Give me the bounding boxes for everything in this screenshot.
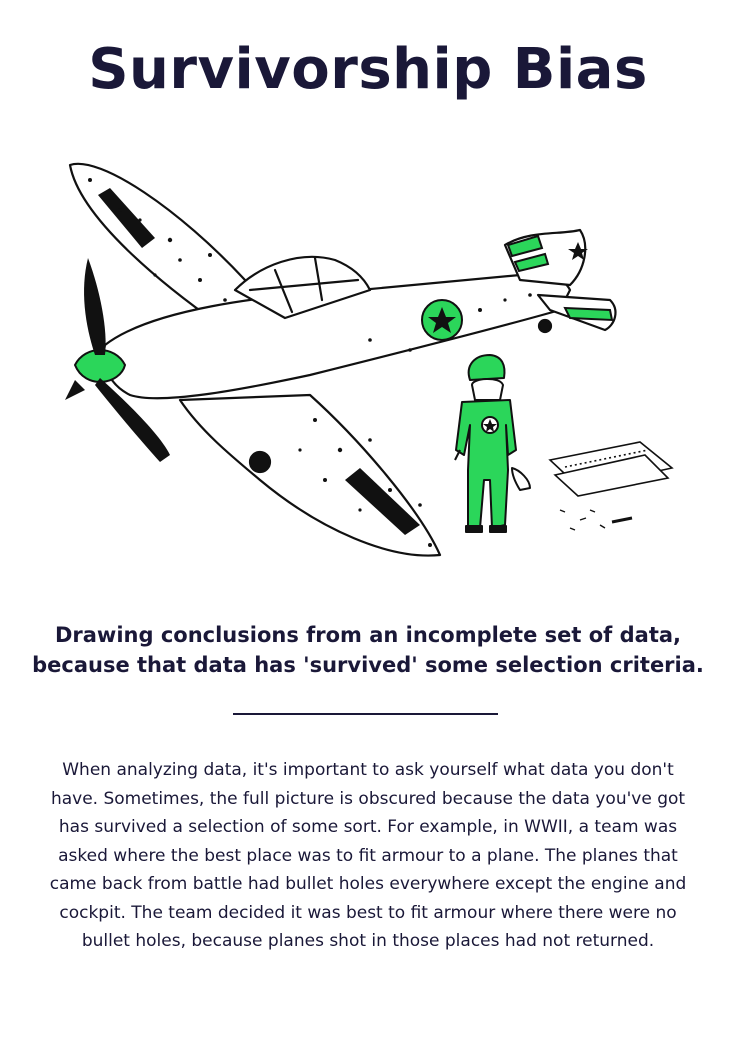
lower-wing [180,395,440,556]
mechanic [455,355,530,532]
plane-mechanic-illustration [60,150,685,575]
landing-wheel [250,452,270,472]
propeller-blade [84,258,106,355]
section-divider [233,713,498,715]
body-paragraph: When analyzing data, it's important to ask yourself what data you don't have. Sometimes, the full picture is obscured because the data you've got has survived a selection of some sort. For example, in WWII, a team was asked where the best place was to fit armour to a plane. The planes that came back from battle had bullet holes everywhere except the engine and cockpit. The team decided it was best to fit armour where there were no bullet holes, because planes shot in those places had not returned. [49,760,687,951]
papers [550,442,672,496]
page-subtitle: Drawing conclusions from an incomplete set of data, because that data has 'survived' some selection criteria. [32,623,704,677]
page-title: Survivorship Bias [88,37,648,102]
